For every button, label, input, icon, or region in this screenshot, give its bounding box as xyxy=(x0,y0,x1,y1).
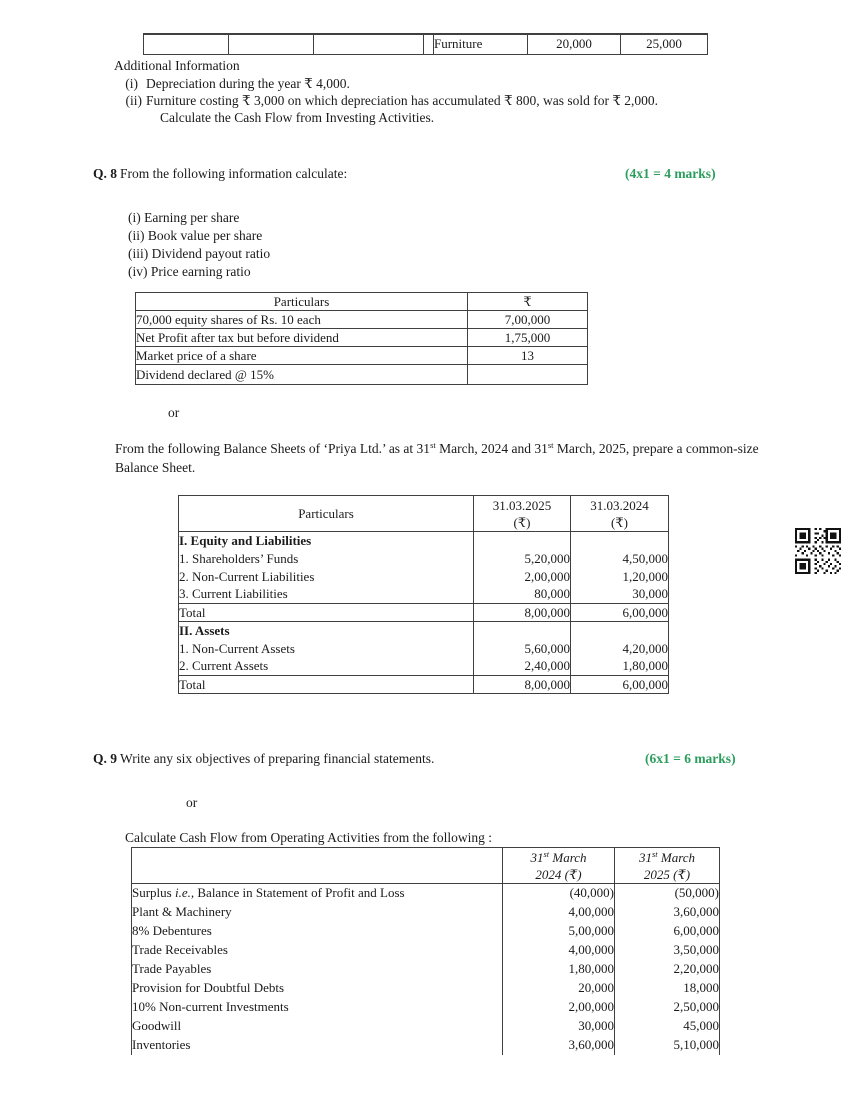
header-year: 2024 (₹) xyxy=(535,866,582,882)
header-date: 31.03.2025 xyxy=(492,497,552,513)
row-label: Trade Payables xyxy=(132,960,503,979)
table-row xyxy=(132,1017,720,1036)
row-label-surplus: Surplus i.e., Balance in Statement of Profit and Loss xyxy=(132,884,503,903)
total-2025: 8,00,000 xyxy=(474,604,571,622)
value-2025: 2,50,000 xyxy=(615,998,720,1017)
total-row xyxy=(179,676,669,694)
table-row xyxy=(132,922,720,941)
header-date: 31st March xyxy=(638,848,696,865)
item-text: Depreciation during the year ₹ 4,000. xyxy=(146,76,350,91)
value-2024: 1,20,000 xyxy=(571,568,669,586)
cashflow-heading: Calculate Cash Flow from Operating Activities from the following : xyxy=(125,830,493,845)
superscript-st: st xyxy=(651,848,658,859)
row-label: 8% Debentures xyxy=(132,922,503,941)
table-row xyxy=(132,884,720,903)
section-heading: II. Assets xyxy=(179,622,474,640)
empty-cell xyxy=(474,622,571,640)
common-size-balance-sheet-table xyxy=(178,495,669,694)
item-text: Furniture costing ₹ 3,000 on which depreciation has accumulated ₹ 800, was sold for ₹ 2,000. xyxy=(146,93,659,108)
row-label: 1. Shareholders’ Funds xyxy=(179,550,474,568)
empty-cell xyxy=(144,34,229,54)
value-2025: 2,00,000 xyxy=(474,568,571,586)
row-label: 2. Non-Current Liabilities xyxy=(179,568,474,586)
row-label: Plant & Machinery xyxy=(132,903,503,922)
table-row xyxy=(136,311,588,329)
value-2025: 80,000 xyxy=(474,586,571,604)
section-row xyxy=(179,622,669,640)
column-header-particulars: Particulars xyxy=(179,496,474,532)
value-2025: 2,40,000 xyxy=(474,658,571,676)
value-2024: 5,00,000 xyxy=(503,922,615,941)
ratio-particulars-table xyxy=(135,292,588,385)
cash-flow-table xyxy=(131,847,720,1055)
header-year: 2025 (₹) xyxy=(643,866,691,882)
value-2024: 4,20,000 xyxy=(571,640,669,658)
value-2024: 30,000 xyxy=(503,1017,615,1036)
value-2025: 6,00,000 xyxy=(615,922,720,941)
or-separator: or xyxy=(168,405,180,420)
row-label: 10% Non-current Investments xyxy=(132,998,503,1017)
table-header-row xyxy=(132,848,720,884)
header-date: 31.03.2024 xyxy=(590,497,649,513)
row-label: 2. Current Assets xyxy=(179,658,474,676)
furniture-value-2024: 20,000 xyxy=(528,34,621,54)
column-header-march-2024 xyxy=(503,848,615,884)
column-header-rupee: ₹ xyxy=(468,293,588,311)
list-item: (ii) Book value per share xyxy=(128,228,263,243)
row-label: Market price of a share xyxy=(136,347,468,365)
list-item: (iv) Price earning ratio xyxy=(128,264,251,279)
value-2025: (50,000) xyxy=(615,884,720,903)
value-2024: 1,80,000 xyxy=(503,960,615,979)
value-2025: 18,000 xyxy=(615,979,720,998)
question-8-label: Q. 8 xyxy=(93,166,118,181)
additional-info-item-1 xyxy=(115,76,350,92)
table-row xyxy=(144,34,708,54)
item-number: (ii) xyxy=(125,93,142,108)
table-row xyxy=(136,329,588,347)
paragraph-text: March, 2025, prepare a common-size Balance Sheet. xyxy=(115,441,759,475)
or-separator: or xyxy=(186,795,198,810)
value-2025: 5,10,000 xyxy=(615,1036,720,1055)
column-header-2025 xyxy=(474,496,571,532)
row-value: 13 xyxy=(468,347,588,365)
total-row xyxy=(179,604,669,622)
table-row xyxy=(132,998,720,1017)
value-2025: 2,20,000 xyxy=(615,960,720,979)
question-8-marks: (4x1 = 4 marks) xyxy=(625,166,716,181)
value-2025: 5,20,000 xyxy=(474,550,571,568)
table-row xyxy=(179,658,669,676)
row-label: Net Profit after tax but before dividend xyxy=(136,329,468,347)
item-number: (i) xyxy=(125,76,138,91)
value-2024: 1,80,000 xyxy=(571,658,669,676)
total-label: Total xyxy=(179,676,474,694)
table-row xyxy=(179,550,669,568)
empty-header-cell xyxy=(132,848,503,884)
empty-cell xyxy=(424,34,434,54)
value-2024: 4,00,000 xyxy=(503,903,615,922)
row-label: Provision for Doubtful Debts xyxy=(132,979,503,998)
total-2024: 6,00,000 xyxy=(571,604,669,622)
question-9-marks: (6x1 = 6 marks) xyxy=(645,751,736,766)
empty-cell xyxy=(571,622,669,640)
value-2024: (40,000) xyxy=(503,884,615,903)
column-header-march-2025 xyxy=(615,848,720,884)
value-2025: 5,60,000 xyxy=(474,640,571,658)
furniture-balance-table xyxy=(143,33,708,55)
table-header-row xyxy=(179,496,669,532)
table-row xyxy=(179,640,669,658)
total-label: Total xyxy=(179,604,474,622)
column-header-particulars: Particulars xyxy=(136,293,468,311)
list-item: (iii) Dividend payout ratio xyxy=(128,246,271,261)
question-8-text: From the following information calculate: xyxy=(120,166,348,181)
value-2025: 3,50,000 xyxy=(615,941,720,960)
row-label: Goodwill xyxy=(132,1017,503,1036)
empty-cell xyxy=(571,532,669,550)
paragraph-text: From the following Balance Sheets of ‘Priya Ltd.’ as at 31 xyxy=(115,441,431,456)
table-row xyxy=(132,979,720,998)
column-header-2024 xyxy=(571,496,669,532)
value-2024: 2,00,000 xyxy=(503,998,615,1017)
section-row xyxy=(179,532,669,550)
table-row xyxy=(132,903,720,922)
value-2024: 30,000 xyxy=(571,586,669,604)
table-row xyxy=(132,1036,720,1055)
empty-cell xyxy=(229,34,314,54)
header-currency: (₹) xyxy=(513,514,531,530)
list-item: (i) Earning per share xyxy=(128,210,240,225)
header-date: 31st March xyxy=(530,848,587,865)
empty-cell xyxy=(474,532,571,550)
question-9-text: Write any six objectives of preparing financial statements. xyxy=(120,751,435,766)
row-label: Inventories xyxy=(132,1036,503,1055)
section-heading: I. Equity and Liabilities xyxy=(179,532,474,550)
superscript-st: st xyxy=(543,848,550,859)
furniture-value-2025: 25,000 xyxy=(621,34,708,54)
value-2025: 3,60,000 xyxy=(615,903,720,922)
row-label: 70,000 equity shares of Rs. 10 each xyxy=(136,311,468,329)
qr-code xyxy=(795,528,841,574)
furniture-label-cell: Furniture xyxy=(434,34,528,54)
row-value: 1,75,000 xyxy=(468,329,588,347)
empty-cell xyxy=(314,34,424,54)
value-2024: 3,60,000 xyxy=(503,1036,615,1055)
additional-info-item-2 xyxy=(115,93,658,109)
additional-info-title: Additional Information xyxy=(114,58,240,73)
table-header-row xyxy=(136,293,588,311)
value-2024: 20,000 xyxy=(503,979,615,998)
question-8-list xyxy=(128,209,270,281)
value-2024: 4,00,000 xyxy=(503,941,615,960)
superscript-st: st xyxy=(547,440,554,450)
table-row xyxy=(179,586,669,604)
question-9-label: Q. 9 xyxy=(93,751,118,766)
priya-balance-sheet-paragraph xyxy=(115,440,775,477)
header-currency: (₹) xyxy=(611,514,628,530)
row-value xyxy=(468,365,588,385)
superscript-st: st xyxy=(430,440,436,450)
additional-info-continuation: Calculate the Cash Flow from Investing Activities. xyxy=(160,110,435,125)
total-2024: 6,00,000 xyxy=(571,676,669,694)
value-2024: 4,50,000 xyxy=(571,550,669,568)
row-label: 1. Non-Current Assets xyxy=(179,640,474,658)
table-row xyxy=(132,941,720,960)
row-label: Trade Receivables xyxy=(132,941,503,960)
total-2025: 8,00,000 xyxy=(474,676,571,694)
row-label: Dividend declared @ 15% xyxy=(136,365,468,385)
paragraph-text: March, 2024 and 31 xyxy=(435,441,548,456)
table-row xyxy=(179,568,669,586)
row-label: 3. Current Liabilities xyxy=(179,586,474,604)
table-row xyxy=(132,960,720,979)
table-row xyxy=(136,365,588,385)
row-value: 7,00,000 xyxy=(468,311,588,329)
ie-abbrev: i.e., xyxy=(174,885,195,901)
value-2025: 45,000 xyxy=(615,1017,720,1036)
table-row xyxy=(136,347,588,365)
